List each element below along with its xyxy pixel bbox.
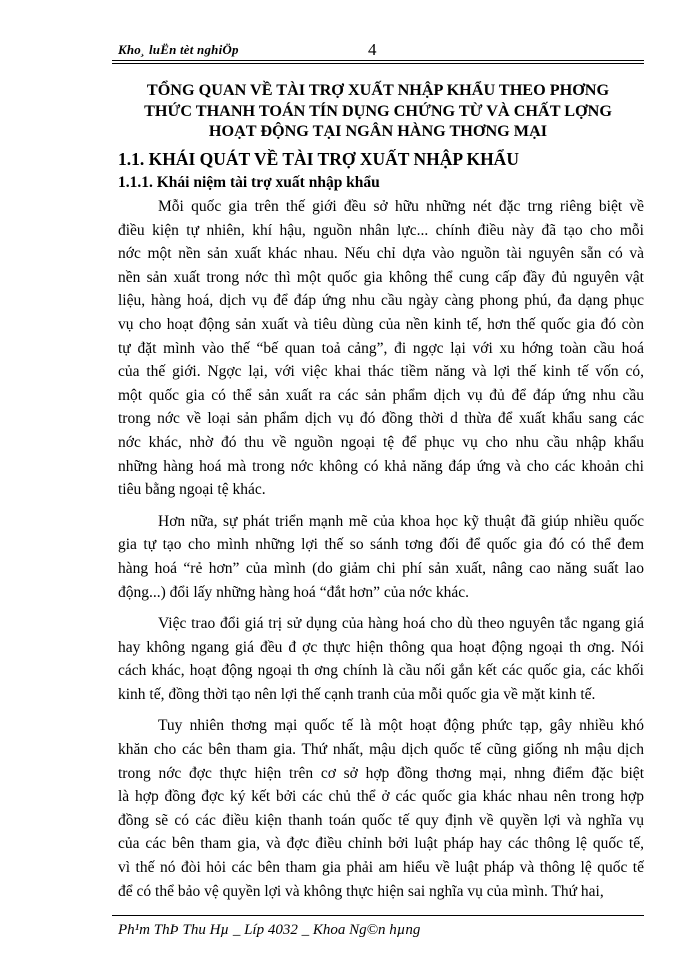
paragraph-line: khăn cho các bên tham gia. Thứ nhất, mậu dịch quốc tế cũng giống nh mậu dịch	[118, 741, 644, 759]
paragraph-line: là hợp đồng đợc ký kết bởi các chủ thể ở các quốc gia khác nhau nên trong hợp	[118, 788, 644, 806]
paragraph-line: gia tự tạo cho mình những lợi thế so sánh tơng đối để quốc gia đó có thể đem	[118, 536, 644, 554]
paragraph-line: trong nớc đợc thực hiện trên cơ sở hợp đồng thơng mại, nhng điểm đặc biệt	[118, 764, 644, 782]
paragraph-line: để có thể bảo vệ quyền lợi và không thực hiện sai nghĩa vụ của mình. Thứ hai,	[118, 882, 604, 900]
footer-rule	[112, 915, 644, 916]
header-rule-secondary	[112, 63, 644, 64]
paragraph-gap	[118, 502, 644, 510]
paragraph-gap	[118, 706, 644, 714]
paragraph-line: tự đặt mình vào thế “bế quan toả cảng”, đi ngợc lại với xu hớng toàn cầu hoá	[118, 339, 644, 357]
paragraph-line: những hàng hoá mà trong nớc không có khả năng đáp ứng và cho các khoản chi	[118, 457, 644, 475]
paragraph-line: cách khác, hoạt động ngoại th ơng chính là cầu nối gắn kết các quốc gia, các khối	[118, 662, 644, 680]
paragraph	[118, 195, 644, 502]
paragraph-line: hay không ngang giá đều đ ợc thực hiện thông qua hoạt động ngoại th ơng. Nói	[118, 638, 644, 656]
paragraph-line: của các bên tham gia, và đợc điều chỉnh bởi luật pháp hay các thông lệ quốc tế,	[118, 835, 644, 853]
paragraph-line: của thế giới. Ngợc lại, với việc khai thác tiềm năng và lợi thế kinh tế vốn có,	[118, 363, 644, 381]
paragraph-line: Mỗi quốc gia trên thế giới đều sở hữu những nét đặc trng riêng biệt về	[158, 198, 644, 215]
paragraph-line: liệu, hàng hoá, dịch vụ để đáp ứng nhu cầu ngày càng phong phú, đa dạng phục	[118, 292, 644, 310]
paragraph-line: vụ cho hoạt động sản xuất và tiêu dùng của nền kinh tế, hơn thế quốc gia đó còn	[118, 315, 644, 333]
paragraph-line: Việc trao đổi giá trị sử dụng của hàng hoá cho dù theo nguyên tắc ngang giá	[158, 615, 644, 633]
paragraph-line: Hơn nữa, sự phát triển mạnh mẽ của khoa học kỹ thuật đã giúp nhiều quốc	[158, 512, 644, 530]
paragraph-line: nền sản xuất trong nớc thì một quốc gia không thể cung cấp đầy đủ nguyên vật	[118, 268, 644, 286]
paragraph-line: vì thế nó đòi hỏi các bên tham gia phải am hiểu về luật pháp và thông lệ quốc tế	[118, 859, 644, 877]
chapter-title-line: THỨC THANH TOÁN TÍN DỤNG CHỨNG TỪ VÀ CHẤT LỢNG	[144, 101, 612, 120]
page-number: 4	[368, 40, 377, 59]
paragraph-line: tiêu bằng ngoại tệ khác.	[118, 481, 266, 499]
footer-author-line: Ph¹m ThÞ Thu Hµ _ Líp 4032 _ Khoa Ng©n hµng	[118, 922, 421, 938]
chapter-title	[118, 80, 638, 142]
paragraph-line: đồng sẽ có các điều kiện thanh toán quốc tế quy định về quyền lợi và nghĩa vụ	[118, 811, 644, 829]
paragraph-line: hàng hoá “rẻ hơn” của mình (do giảm chi phí sản xuất, nâng cao năng suất lao	[118, 559, 644, 577]
paragraph	[118, 714, 644, 903]
header-rule	[112, 60, 644, 61]
paragraph-line: nớc một nền sản xuất khác nhau. Nếu chỉ dựa vào nguồn tài nguyên sẵn có và	[118, 245, 644, 263]
paragraph-line: một quốc gia có thể sản xuất ra các sản phẩm dịch vụ đủ để đáp ứng nhu cầu	[118, 386, 644, 404]
paragraph	[118, 612, 644, 706]
chapter-title-line: TỔNG QUAN VỀ TÀI TRỢ XUẤT NHẬP KHẨU THEO PHƠNG	[146, 81, 610, 99]
paragraph-gap	[118, 604, 644, 612]
section-heading: 1.1. KHÁI QUÁT VỀ TÀI TRỢ XUẤT NHẬP KHẨU	[118, 149, 519, 169]
chapter-title-line: HOẠT ĐỘNG TẠI NGÂN HÀNG THƠNG MẠI	[208, 122, 548, 140]
paragraph-line: nớc khác, nhờ đó thu về nguồn ngoại tệ để phục vụ cho nhu cầu nhập khẩu	[118, 433, 644, 451]
running-header-title: Kho¸ luËn tèt nghiÖp	[118, 42, 239, 57]
body-text	[118, 195, 644, 903]
paragraph-line: kinh tế, đồng thời tạo nên lợi thế cạnh tranh của mỗi quốc gia về mặt kinh tế.	[118, 685, 596, 703]
paragraph-line: trong nớc về loại sản phẩm dịch vụ đó đồng thời d thừa để xuất khẩu sang các	[118, 410, 644, 428]
paragraph-line: động...) đổi lấy những hàng hoá “đắt hơn” của nớc khác.	[118, 583, 470, 601]
subsection-heading: 1.1.1. Khái niệm tài trợ xuất nhập khẩu	[118, 174, 380, 191]
paragraph-line: Tuy nhiên thơng mại quốc tế là một hoạt động phức tạp, gây nhiều khó	[158, 717, 644, 735]
paragraph-line: điều kiện tự nhiên, khí hậu, nguồn nhân lực... chính điều này đã tạo cho mỗi	[118, 221, 644, 239]
paragraph	[118, 510, 644, 604]
